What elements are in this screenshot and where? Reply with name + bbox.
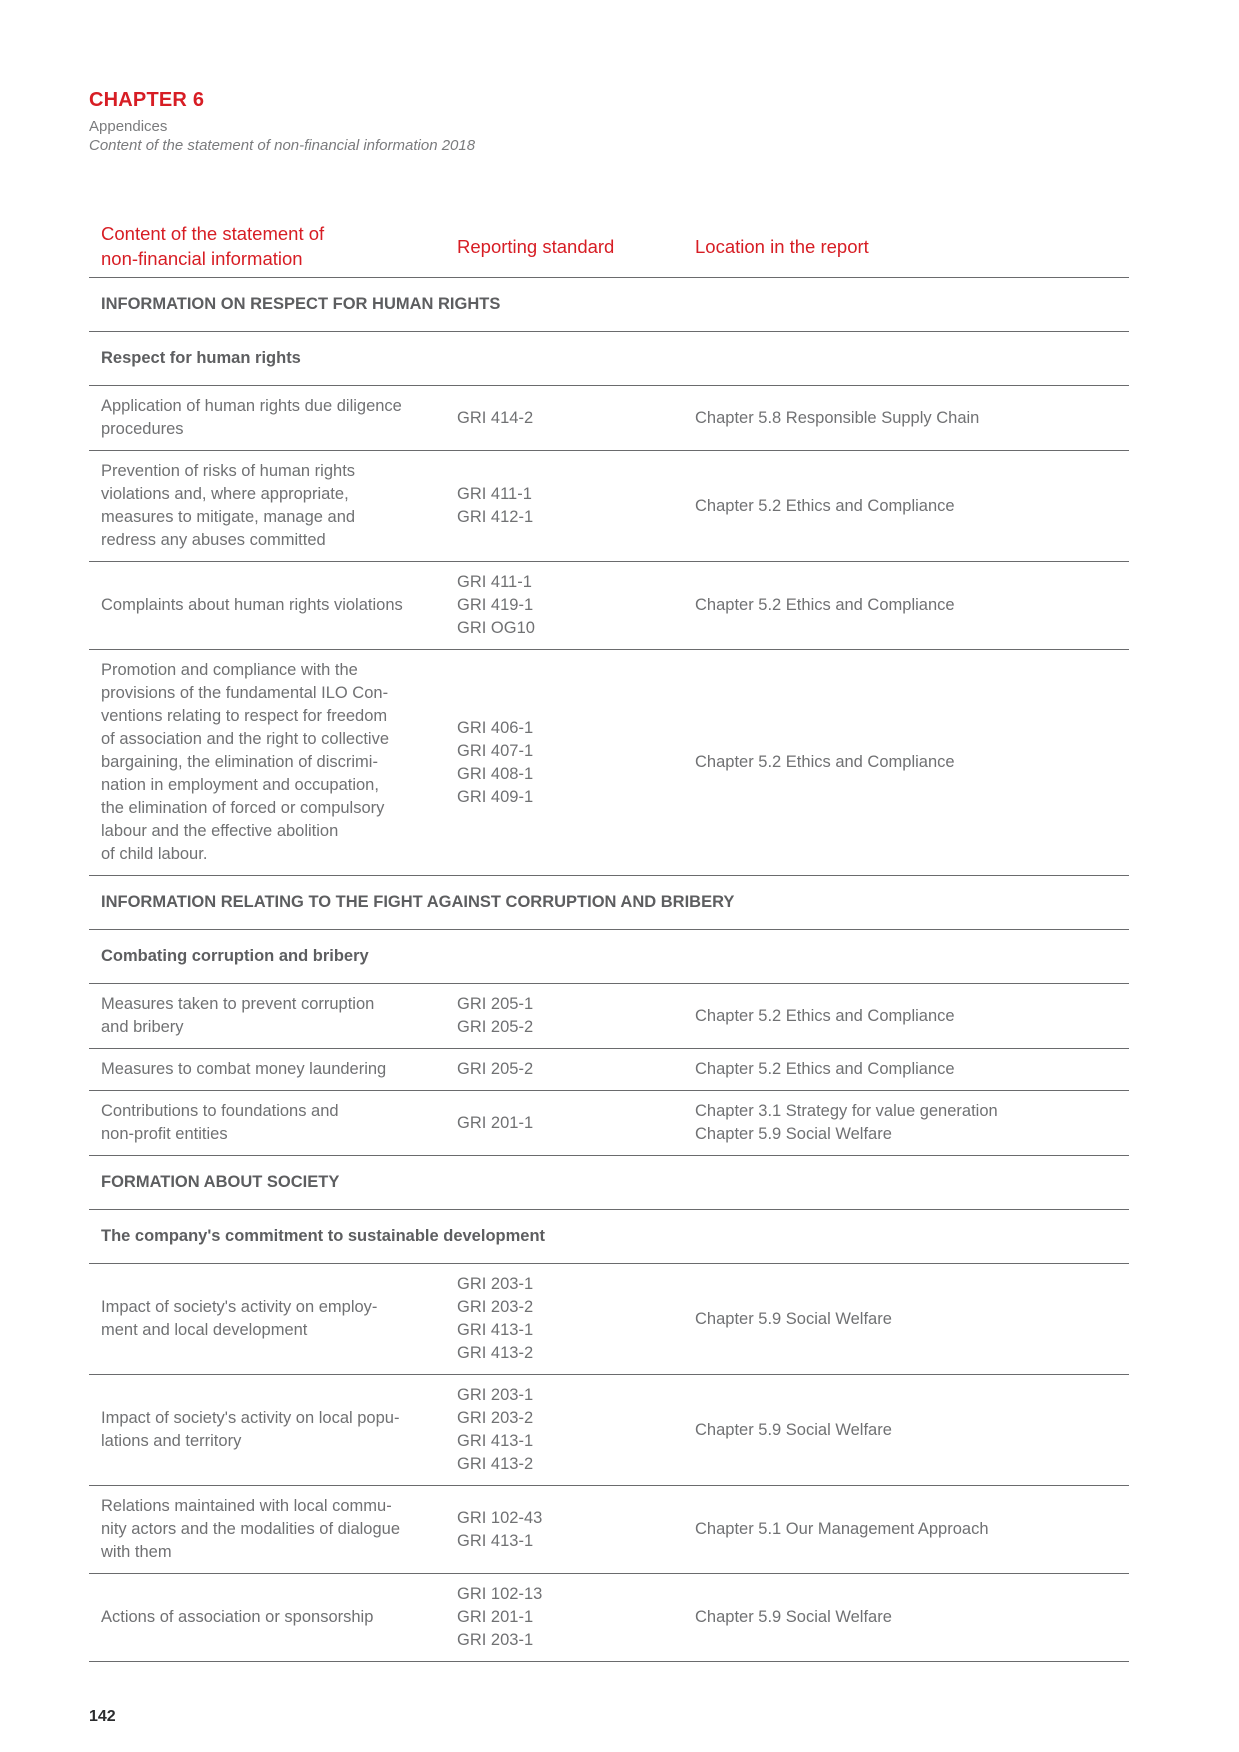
content-cell: Relations maintained with local commu- nity actors and the modalities of dialogue with them xyxy=(101,1497,401,1561)
section-heading: INFORMATION ON RESPECT FOR HUMAN RIGHTS xyxy=(89,278,1129,332)
table-row xyxy=(89,451,1129,562)
table-row xyxy=(89,1049,1129,1091)
section-heading: INFORMATION RELATING TO THE FIGHT AGAINST CORRUPTION AND BRIBERY xyxy=(89,876,1129,930)
content-cell: Impact of society's activity on employ- ment and local development xyxy=(101,1298,378,1339)
gri-content-table xyxy=(89,215,1129,1662)
page-subtitle: Content of the statement of non-financial information 2018 xyxy=(89,137,476,154)
standard-cell: GRI 201-1 xyxy=(457,1113,534,1132)
location-cell: Chapter 5.9 Social Welfare xyxy=(695,1420,892,1439)
table-row xyxy=(89,1486,1129,1574)
standard-cell: GRI 102-13 GRI 201-1 GRI 203-1 xyxy=(457,1585,543,1649)
content-cell: Prevention of risks of human rights violations and, where appropriate, measures to mitigate, manage and redress any abuses committed xyxy=(101,462,356,549)
table-row xyxy=(89,1574,1129,1662)
column-header-standard: Reporting standard xyxy=(457,235,615,257)
location-cell: Chapter 3.1 Strategy for value generation Chapter 5.9 Social Welfare xyxy=(695,1102,998,1143)
content-cell: Promotion and compliance with the provisions of the fundamental ILO Con- ventions relating to respect for freedom of association and the right to collective bargaining, the elimination of discrimi- nation in employment and occupation, the elimination of forced or compulsory labour and the effective abolition of child labour. xyxy=(101,661,390,863)
section-heading: FORMATION ABOUT SOCIETY xyxy=(89,1156,1129,1210)
subsection-heading: Respect for human rights xyxy=(89,332,1129,386)
location-cell: Chapter 5.2 Ethics and Compliance xyxy=(695,753,955,771)
location-cell: Chapter 5.1 Our Management Approach xyxy=(695,1520,989,1538)
standard-cell: GRI 203-1 GRI 203-2 GRI 413-1 GRI 413-2 xyxy=(457,1386,534,1473)
table-row xyxy=(89,984,1129,1049)
chapter-title: CHAPTER 6 xyxy=(89,89,205,111)
table-body xyxy=(89,278,1129,1662)
content-cell: Impact of society's activity on local popu- lations and territory xyxy=(101,1409,400,1450)
standard-cell: GRI 205-2 xyxy=(457,1060,534,1078)
location-cell: Chapter 5.2 Ethics and Compliance xyxy=(695,596,955,614)
standard-cell: GRI 205-1 GRI 205-2 xyxy=(457,995,534,1036)
content-cell: Actions of association or sponsorship xyxy=(101,1608,374,1626)
location-cell: Chapter 5.8 Responsible Supply Chain xyxy=(695,408,980,427)
table-row xyxy=(89,1375,1129,1486)
content-cell: Complaints about human rights violations xyxy=(101,596,403,614)
subsection-heading: Combating corruption and bribery xyxy=(89,930,1129,984)
column-header-content: Content of the statement of non-financial information xyxy=(101,223,325,269)
table-row xyxy=(89,1091,1129,1156)
standard-cell: GRI 414-2 xyxy=(457,408,534,427)
location-cell: Chapter 5.9 Social Welfare xyxy=(695,1309,892,1328)
standard-cell: GRI 102-43 GRI 413-1 xyxy=(457,1508,543,1550)
column-header-location: Location in the report xyxy=(695,235,869,257)
location-cell: Chapter 5.9 Social Welfare xyxy=(695,1608,892,1626)
location-cell: Chapter 5.2 Ethics and Compliance xyxy=(695,496,955,515)
content-cell: Measures taken to prevent corruption and bribery xyxy=(101,995,375,1036)
table-row xyxy=(89,386,1129,451)
table-row xyxy=(89,650,1129,876)
standard-cell: GRI 411-1 GRI 412-1 xyxy=(457,485,534,526)
subsection-heading: The company's commitment to sustainable development xyxy=(89,1210,1129,1264)
location-cell: Chapter 5.2 Ethics and Compliance xyxy=(695,1006,955,1025)
standard-cell: GRI 203-1 GRI 203-2 GRI 413-1 GRI 413-2 xyxy=(457,1275,534,1362)
content-cell: Measures to combat money laundering xyxy=(101,1060,387,1078)
standard-cell: GRI 411-1 GRI 419-1 GRI OG10 xyxy=(457,573,535,637)
table-row xyxy=(89,1264,1129,1375)
table-row xyxy=(89,562,1129,650)
section-label: Appendices xyxy=(89,118,168,135)
location-cell: Chapter 5.2 Ethics and Compliance xyxy=(695,1060,955,1078)
table-header xyxy=(89,215,1129,278)
page-number: 142 xyxy=(89,1708,116,1725)
content-cell: Application of human rights due diligence procedures xyxy=(101,397,402,438)
standard-cell: GRI 406-1 GRI 407-1 GRI 408-1 GRI 409-1 xyxy=(457,718,534,806)
content-cell: Contributions to foundations and non-profit entities xyxy=(101,1102,339,1143)
